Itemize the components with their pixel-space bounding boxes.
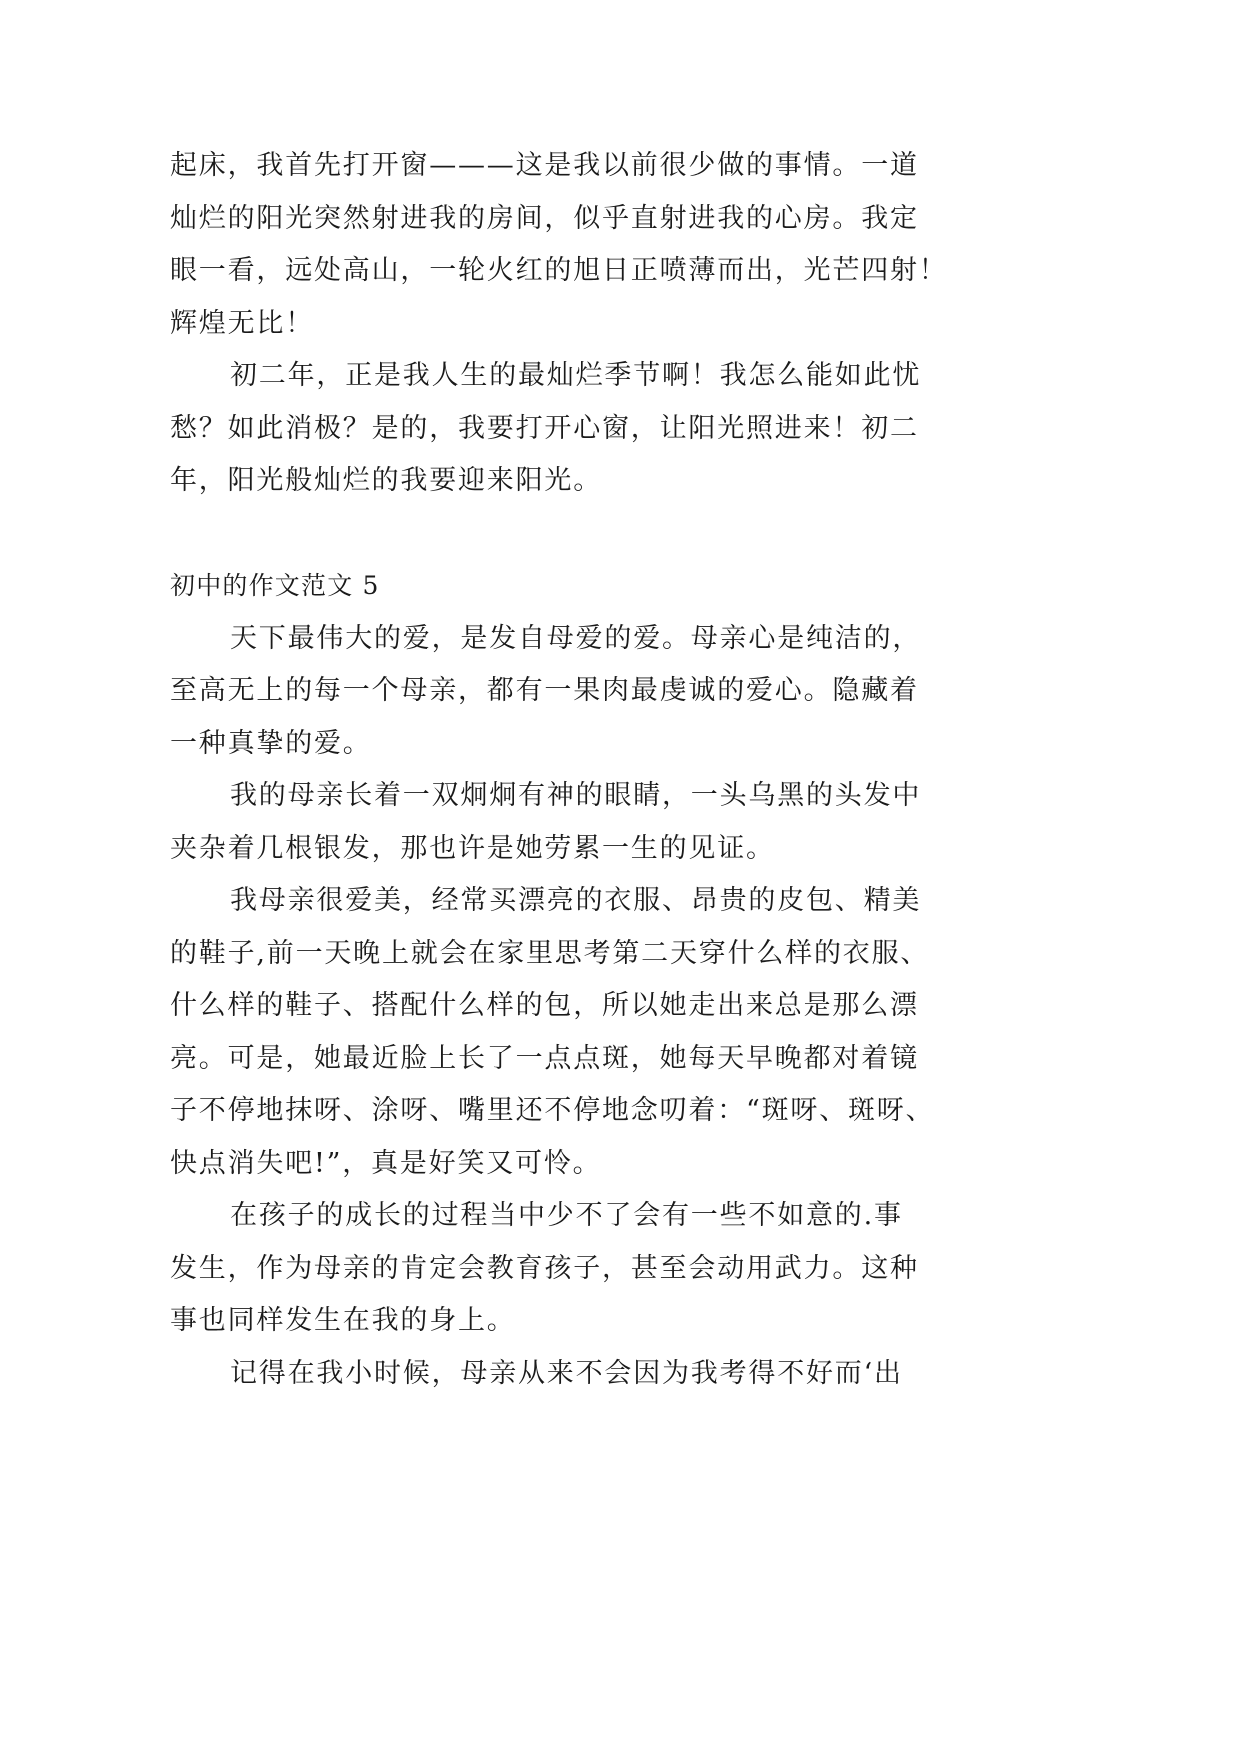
text-line: 夹杂着几根银发，那也许是她劳累一生的见证。 xyxy=(170,832,775,864)
text-line: 我母亲很爱美，经常买漂亮的衣服、昂贵的皮包、精美 xyxy=(230,885,922,916)
paragraph xyxy=(170,1190,960,1348)
paragraph xyxy=(170,350,960,508)
text-line: 初二年，正是我人生的最灿烂季节啊！我怎么能如此忧 xyxy=(230,360,922,391)
paragraph xyxy=(170,875,960,1190)
text-line: 愁？如此消极？是的，我要打开心窗，让阳光照进来！初二 xyxy=(170,412,919,444)
text-line: 一种真挚的爱。 xyxy=(170,727,372,759)
text-line: 至高无上的每一个母亲，都有一果肉最虔诚的爱心。隐藏着 xyxy=(170,675,919,706)
paragraph xyxy=(170,613,960,771)
text-line: 我的母亲长着一双炯炯有神的眼睛，一头乌黑的头发中 xyxy=(230,780,922,811)
text-line: 快点消失吧!”，真是好笑又可怜。 xyxy=(170,1147,602,1179)
text-line: 辉煌无比！ xyxy=(170,307,314,339)
text-line: 记得在我小时候，母亲从来不会因为我考得不好而‘出 xyxy=(230,1357,903,1389)
text-line: 天下最伟大的爱，是发自母爱的爱。母亲心是纯洁的， xyxy=(230,622,922,654)
text-line: 亮。可是，她最近脸上长了一点点斑，她每天早晚都对着镜 xyxy=(170,1042,919,1074)
blank-line xyxy=(170,508,960,561)
text-line: 在孩子的成长的过程当中少不了会有一些不如意的.事 xyxy=(230,1200,903,1231)
section-heading: 初中的作文范文 5 xyxy=(170,571,380,600)
paragraph xyxy=(170,1348,960,1401)
text-line: 子不停地抹呀、涂呀、嘴里还不停地念叨着：“斑呀、斑呀、 xyxy=(170,1095,935,1126)
text-line: 事也同样发生在我的身上。 xyxy=(170,1305,516,1336)
paragraph xyxy=(170,140,960,350)
text-line: 年，阳光般灿烂的我要迎来阳光。 xyxy=(170,465,602,496)
text-line: 起床，我首先打开窗———这是我以前很少做的事情。一道 xyxy=(170,150,919,181)
text-line: 什么样的鞋子、搭配什么样的包，所以她走出来总是那么漂 xyxy=(170,990,919,1021)
paragraph xyxy=(170,770,960,875)
text-line: 灿烂的阳光突然射进我的房间，似乎直射进我的心房。我定 xyxy=(170,202,919,234)
text-line: 发生，作为母亲的肯定会教育孩子，甚至会动用武力。这种 xyxy=(170,1252,919,1284)
document-body xyxy=(170,140,960,1400)
text-line: 的鞋子,前一天晚上就会在家里思考第二天穿什么样的衣服、 xyxy=(170,937,930,969)
text-line: 眼一看，远处高山，一轮火红的旭日正喷薄而出，光芒四射！ xyxy=(170,255,948,286)
